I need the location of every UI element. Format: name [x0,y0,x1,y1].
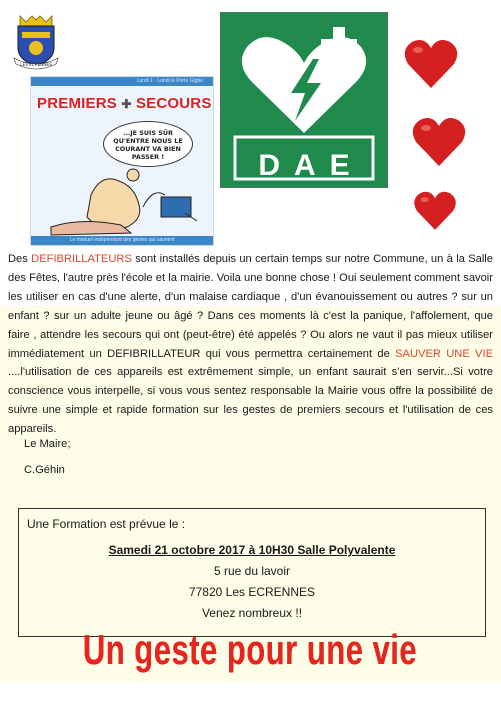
signature-role: Le Maire; [24,438,71,450]
premiers-secours-illustration [30,76,214,246]
formation-box [18,508,486,637]
formation-date: Samedi 21 octobre 2017 à 10H30 Salle Polyvalente [108,543,396,557]
red-heart-icon-1 [402,36,460,90]
cartoon-drawing [31,77,214,246]
red-heart-icon-2 [410,114,468,168]
para-end: ....l'utilisation de ces appareils est extrêmement simple, un enfant saurait s'en servir...Si votre conscience vous interpelle, si vous vous sentez responsable la Mairie vous offre la possibilité de suivre une simple et rapide formation sur les gestes de premiers secours et l'utilisation de ces appareils. [8,366,493,436]
para-middle: sont installés depuis un certain temps sur notre Commune, un à la Salle des Fêtes, l'autre près l'école et la mairie. Voila une bonne chose ! Oui seulement comment savoir les utiliser en cas d'une alerte, d'un malaise cardiaque , d'un évanouissement ou autres ? sur un enfant ? sur un adulte jeune ou âgé ? Dans ces moments là c'est la panique, l'affolement, que faire , attendre les secours qui ont (peut-être) été appelés ? Ou alors ne vaut il pas mieux utiliser immédiatement un DEFIBRILLATEUR qui vous permettra certainement de [8,253,493,360]
slogan: Un geste pour une vie [82,626,418,674]
formation-lead: Une Formation est prévue le : [27,517,186,531]
article-paragraph [8,250,493,439]
para-start: Des [8,253,32,265]
signature-name: C.Géhin [24,464,65,476]
town-crest-logo [12,14,60,72]
formation-call: Venez nombreux !! [201,606,303,620]
ps-title-part2: SECOURS [135,95,212,112]
ps-cross-icon: ✚ [121,97,132,111]
dae-text: DAE [258,149,364,182]
dae-sign [220,12,388,188]
formation-address-line2: 77820 Les ECRENNES [188,585,316,599]
ps-speech-bubble: ...JE SUIS SÛR QU'ENTRE NOUS LE COURANT VA BIEN PASSER ! [103,121,193,167]
ps-bottom-bar: Le manuel indépendant des gestes qui sauvent [31,236,213,245]
ps-top-bar: Lundi 1 · Lundi le Porte Gigbe [31,77,213,86]
formation-address-line1: 5 rue du lavoir [213,564,291,578]
sauver-une-vie-highlight: SAUVER UNE VIE [395,347,494,360]
crest-banner: LES ECRENNES [20,62,52,67]
ps-title-part1: PREMIERS [37,95,117,112]
red-heart-icon-3 [412,188,458,232]
defibrillateurs-highlight: DEFIBRILLATEURS [31,253,132,265]
